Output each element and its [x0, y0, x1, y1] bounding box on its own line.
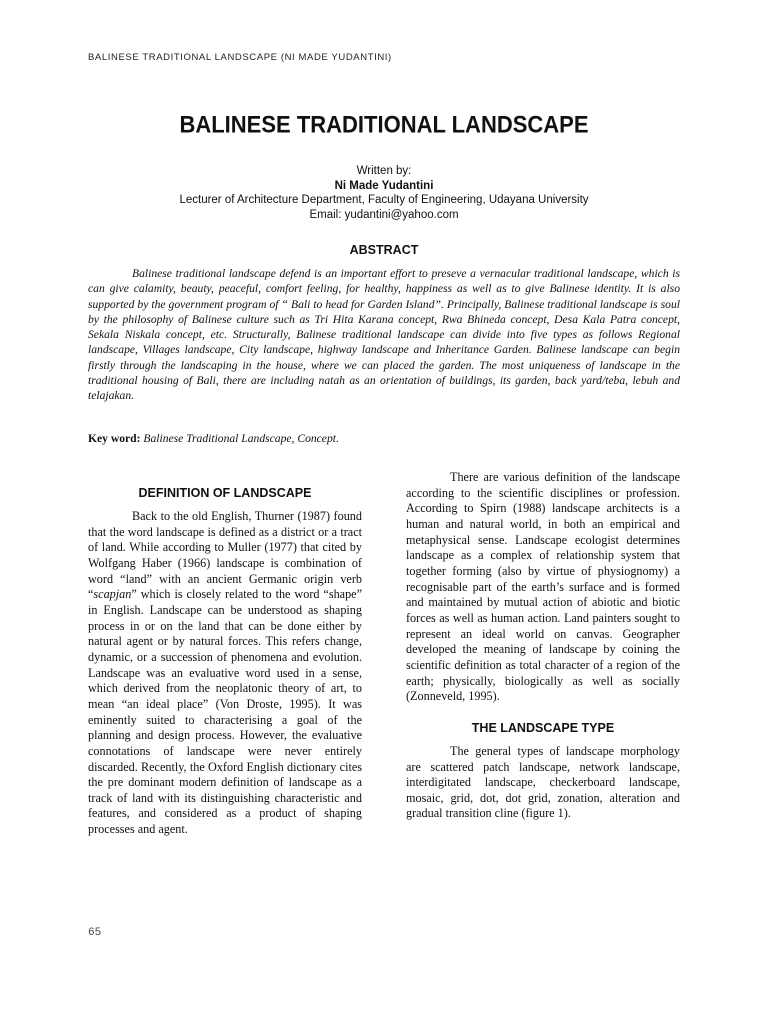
section-heading-landscape-type: THE LANDSCAPE TYPE	[471, 720, 615, 735]
section-heading-definition: DEFINITION OF LANDSCAPE	[138, 486, 312, 500]
author-email: Email: yudantini@yahoo.com	[309, 208, 459, 221]
keywords	[88, 431, 680, 446]
definition-p1-after: ” which is closely related to the word “shape” in English. Landscape can be understood as shaping process in or on the land that can be done either by natural agent or by natural forces. This refers change, dynamic, or a succession of phenomena and evolution. Landscape was an evaluative word used in a sense, which derived from the neoplatonic theory of art, to mean “an ideal place” (Von Droste, 1995). It was eminently suited to characterising a goal of the planning and design process. However, the evaluative connotations of landscape were never entirely discarded. Recently, the Oxford English dictionary cites the pre dominant modern definition of landscape as a track of land with its distinguishing characteristic and features, and considered as a product of shaping processes and agent.	[88, 587, 362, 837]
abstract-body: Balinese traditional landscape defend is an important effort to preseve a vernacular traditional landscape, which is can give calamity, beauty, peaceful, comfort feeling, for healthy, happiness as well as to give Balinese identity. It is also supported by the government program of “ Bali to head for Garden Island”. Principally, Balinese traditional landscape is soul by the philosophy of Balinese culture such as Tri Hita Karana concept, Rwa Bhineda concept, Desa Kala Patra concept, Sekala Niskala concept, etc. Structurally, Balinese traditional landscape can divide into five types as follows Regional landscape, Villages landscape, City landscape, highway landscape and Inheritance Garden. Balinese landscape can begin firstly through the landscaping in the house, where we can placed the garden. The most uniqueness of landscape in the traditional housing of Bali, there are including natah as an orientation of buildings, its garden, back yard/teba, lebuh and telajakan.	[88, 267, 680, 403]
byline	[0, 164, 768, 222]
definition-p1-before: Back to the old English, Thurner (1987) found that the word landscape is defined as a district or a tract of land. While according to Muller (1977) that cited by Wolfgang Haber (1966) landscape is combination of word “land” with an ancient Germanic origin verb “	[88, 509, 362, 602]
page-number: 65	[88, 927, 102, 939]
keywords-label: Key word:	[88, 432, 141, 445]
definition-paragraph-1	[88, 509, 362, 838]
definition-paragraph-2: There are various definition of the landscape according to the scientific disciplines or profession. According to Spirn (1988) landscape architects is a human and natural world, in both an empirical and metaphysical sense. Landscape ecologist determines landscape as a complex of relationship system that together forming (also by virtue of physiognomy) a recognisable part of the earth’s surface and is formed and maintained by mutual action of abiotic and biotic forces as well as human action. Land painters sought to represent an ideal world on canvas. Geographer developed the meaning of landscape by coining the scientific definition as total character of a region of the earth; physically, biologically as well as socially (Zonneveld, 1995).	[406, 470, 680, 704]
definition-p1-italic: scapjan	[93, 587, 132, 602]
written-by-label: Written by:	[356, 165, 412, 177]
author-name: Ni Made Yudantini	[334, 179, 434, 192]
running-header: BALINESE TRADITIONAL LANDSCAPE (NI MADE YUDANTINI)	[88, 52, 392, 63]
landscape-type-paragraph-1: The general types of landscape morphology are scattered patch landscape, network landscape, interdigitated landscape, checkerboard landscape, mosaic, grid, dot, dot grid, zonation, alteration and gradual transition cline (figure 1).	[406, 743, 680, 821]
abstract-heading: ABSTRACT	[349, 243, 419, 257]
author-affiliation: Lecturer of Architecture Department, Faculty of Engineering, Udayana University	[179, 194, 589, 206]
keywords-text: Balinese Traditional Landscape, Concept.	[143, 432, 339, 445]
right-column	[406, 470, 680, 822]
left-column	[88, 486, 362, 838]
paper-title: BALINESE TRADITIONAL LANDSCAPE	[179, 110, 589, 138]
